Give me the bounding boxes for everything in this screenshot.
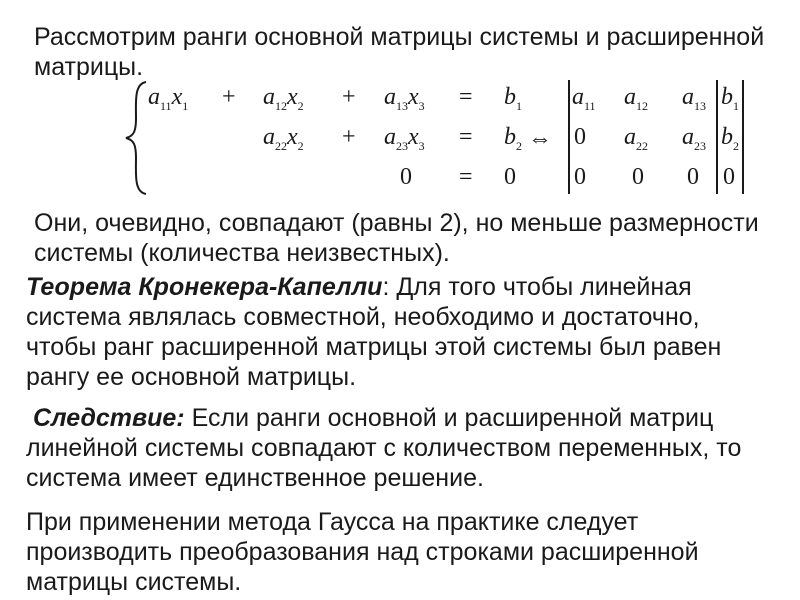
svg-text:b1: $b_1$ bbox=[721, 84, 739, 113]
svg-text:=: = bbox=[459, 124, 473, 150]
svg-text:0: 0 bbox=[400, 164, 412, 190]
svg-text:a12x2: $a_{12}x_2$ bbox=[263, 84, 304, 113]
corollary-paragraph bbox=[26, 403, 741, 493]
equivalence-arrow: ⇔ bbox=[528, 126, 552, 152]
gauss-line-3: матрицы системы. bbox=[26, 568, 242, 596]
svg-text:b1: $b_1$ bbox=[504, 84, 522, 113]
corollary-line-1: Если ранги основной и расширенной матриц bbox=[184, 404, 714, 432]
theorem-line-3: чтобы ранг расширенной матрицы этой системы был равен bbox=[26, 333, 722, 361]
svg-text:+: + bbox=[342, 84, 356, 110]
svg-text:0: 0 bbox=[574, 124, 586, 150]
svg-text:a11x1: $a_{11}x_1$ bbox=[148, 84, 189, 113]
svg-text:0: 0 bbox=[504, 164, 516, 190]
corollary-line-2: линейной системы совпадают с количеством переменных, то bbox=[26, 434, 742, 462]
svg-text:0: 0 bbox=[723, 164, 735, 190]
equation-row-1 bbox=[148, 84, 522, 113]
corollary-line-3: система имеет единственное решение. bbox=[26, 464, 484, 492]
theorem-line-2: система являлась совместной, необходимо и достаточно, bbox=[26, 303, 700, 331]
system-brace bbox=[126, 82, 146, 194]
equation-row-2 bbox=[263, 124, 522, 153]
svg-text:a12: $a_{12}$ bbox=[624, 84, 648, 113]
intro-line-1: Рассмотрим ранги основной матрицы системы и расширенной bbox=[34, 23, 765, 51]
svg-text:+: + bbox=[342, 124, 356, 150]
rank-note-line-2: системы (количества неизвестных). bbox=[34, 239, 450, 267]
svg-text:=: = bbox=[459, 84, 473, 110]
intro-line-2: матрицы. bbox=[34, 53, 144, 81]
rank-note-line-1: Они, очевидно, совпадают (равны 2), но меньше размерности bbox=[34, 209, 759, 237]
svg-text:0: 0 bbox=[687, 164, 699, 190]
theorem-title: Теорема Кронекера-Капелли bbox=[26, 273, 383, 301]
gauss-paragraph bbox=[26, 507, 699, 597]
intro-paragraph bbox=[34, 22, 764, 82]
svg-text:a23x3: $a_{23}x_3$ bbox=[384, 124, 425, 153]
matrix-row-2 bbox=[574, 124, 739, 153]
matrix-row-3 bbox=[574, 164, 735, 190]
theorem-line-4: рангу ее основной матрицы. bbox=[26, 363, 357, 391]
gauss-line-2: производить преобразования над строками расширенной bbox=[26, 538, 699, 566]
svg-text:a11: $a_{11}$ bbox=[572, 84, 596, 113]
svg-text:=: = bbox=[459, 164, 473, 190]
svg-text:0: 0 bbox=[632, 164, 644, 190]
theorem-colon: : bbox=[382, 273, 390, 301]
svg-text:a23: $a_{23}$ bbox=[682, 124, 706, 153]
matrix-row-1 bbox=[572, 84, 739, 113]
svg-text:a22x2: $a_{22}x_2$ bbox=[263, 124, 304, 153]
equation-row-3 bbox=[400, 164, 516, 190]
svg-text:a13: $a_{13}$ bbox=[682, 84, 706, 113]
svg-text:0: 0 bbox=[574, 164, 586, 190]
corollary-title: Следствие: bbox=[32, 404, 185, 432]
theorem-line-1: Для того чтобы линейная bbox=[389, 273, 692, 301]
theorem-paragraph bbox=[26, 272, 721, 392]
svg-text:b2: $b_2$ bbox=[504, 124, 522, 153]
gauss-line-1: При применении метода Гаусса на практике следует bbox=[26, 508, 639, 536]
svg-text:b2: $b_2$ bbox=[721, 124, 739, 153]
equation-system-with-augmented-matrix bbox=[120, 76, 760, 200]
svg-text:a13x3: $a_{13}x_3$ bbox=[384, 84, 425, 113]
rank-note-paragraph bbox=[34, 208, 759, 268]
svg-text:a22: $a_{22}$ bbox=[624, 124, 648, 153]
svg-text:+: + bbox=[222, 84, 236, 110]
